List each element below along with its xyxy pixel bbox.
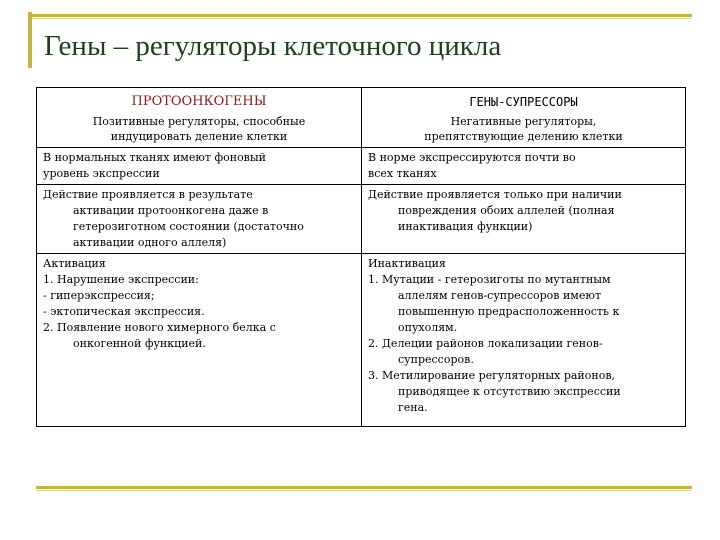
cell-row3-left <box>37 254 362 427</box>
cell-line: 2. Делеции районов локализации генов- <box>368 337 603 350</box>
comparison-table <box>36 87 686 427</box>
cell-line: гена. <box>398 401 428 414</box>
cell-line: инактивация функции) <box>398 220 533 233</box>
bottom-rule <box>36 486 692 489</box>
cell-line: аллелям генов-супрессоров имеют <box>398 289 602 302</box>
header-subtitle-left-l1: Позитивные регуляторы, способные <box>92 115 306 128</box>
frame-left-rule <box>28 12 32 68</box>
cell-line: - эктопическая экспрессия. <box>43 305 205 318</box>
cell-line: В нормальных тканях имеют фоновый <box>43 151 266 164</box>
bottom-rule-thin <box>36 490 692 491</box>
cell-line: 1. Нарушение экспрессии: <box>43 273 199 286</box>
cell-line: Инактивация <box>368 257 446 270</box>
cell-row2-right <box>362 185 686 254</box>
cell-line: 3. Метилирование регуляторных районов, <box>368 369 616 382</box>
cell-row3-right <box>362 254 686 427</box>
table-row <box>37 254 686 427</box>
table-row <box>37 185 686 254</box>
cell-line: 2. Появление нового химерного белка с <box>43 321 276 334</box>
cell-line: гетерозиготном состоянии (достаточно <box>73 220 304 233</box>
cell-line: Действие проявляется в результате <box>43 188 253 201</box>
cell-line: приводящее к отсутствию экспрессии <box>398 385 621 398</box>
cell-line: - гиперэкспрессия; <box>43 289 155 302</box>
cell-line: онкогенной функцией. <box>73 337 206 350</box>
cell-line: 1. Мутации - гетерозиготы по мутантным <box>368 273 611 286</box>
cell-line: супрессоров. <box>398 353 474 366</box>
cell-line: уровень экспрессии <box>43 167 160 180</box>
header-subtitle-left-l2: индуцировать деление клетки <box>110 130 288 143</box>
header-protooncogenes <box>37 88 362 148</box>
frame-top-rule-thin <box>28 18 692 19</box>
header-title-right: ГЕНЫ-СУПРЕССОРЫ <box>469 95 578 109</box>
cell-line: активации протоонкогена даже в <box>73 204 269 217</box>
cell-row1-right <box>362 148 686 185</box>
cell-line: повышенную предрасположенность к <box>398 305 620 318</box>
cell-line: Активация <box>43 257 106 270</box>
cell-line: опухолям. <box>398 321 458 334</box>
header-title-left: ПРОТООНКОГЕНЫ <box>131 94 267 109</box>
cell-line: Действие проявляется только при наличии <box>368 188 622 201</box>
table-header-row <box>37 88 686 148</box>
cell-line: всех тканях <box>368 167 437 180</box>
table-row <box>37 148 686 185</box>
cell-line: повреждения обоих аллелей (полная <box>398 204 615 217</box>
header-subtitle-left <box>43 114 355 144</box>
header-suppressors <box>362 88 686 148</box>
cell-line: В норме экспрессируются почти во <box>368 151 576 164</box>
header-subtitle-right <box>368 114 679 144</box>
cell-row2-left <box>37 185 362 254</box>
frame-top-rule <box>28 14 692 17</box>
header-subtitle-right-l1: Негативные регуляторы, <box>450 115 597 128</box>
header-subtitle-right-l2: препятствующие делению клетки <box>424 130 623 143</box>
cell-row1-left <box>37 148 362 185</box>
cell-line: активации одного аллеля) <box>73 236 227 249</box>
slide-title: Гены – регуляторы клеточного цикла <box>44 30 502 62</box>
